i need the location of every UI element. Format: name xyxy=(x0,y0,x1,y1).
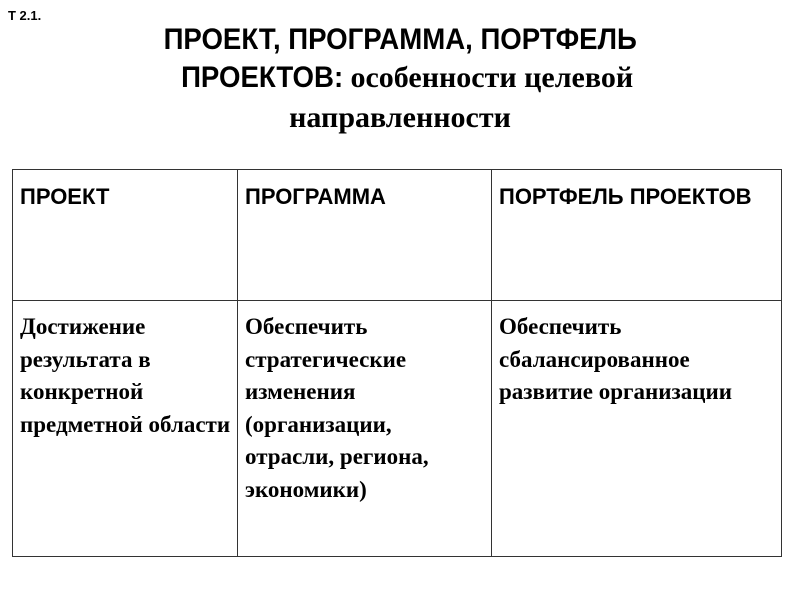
slide-title xyxy=(0,22,800,136)
cell-portfolio-goal: Обеспечить сбалансированное развитие организации xyxy=(492,301,782,557)
comparison-table xyxy=(12,169,782,557)
header-cell-portfolio: ПОРТФЕЛЬ ПРОЕКТОВ xyxy=(492,170,782,301)
cell-program-goal: Обеспечить стратегические изменения (организации, отрасли, региона, экономики) xyxy=(238,301,492,557)
header-cell-project: ПРОЕКТ xyxy=(13,170,238,301)
table-header-row xyxy=(13,170,782,301)
cell-project-goal: Достижение результата в конкретной предметной области xyxy=(13,301,238,557)
header-cell-program: ПРОГРАММА xyxy=(238,170,492,301)
title-line-1: ПРОЕКТ, ПРОГРАММА, ПОРТФЕЛЬ xyxy=(163,23,637,56)
title-line-3: направленности xyxy=(289,101,511,134)
slide-number-label: Т 2.1. xyxy=(8,8,42,23)
title-line-2 xyxy=(0,60,800,96)
title-line-2-caps: ПРОЕКТОВ: xyxy=(180,61,343,94)
table-row xyxy=(13,301,782,557)
title-line-2-rest: особенности целевой xyxy=(342,61,634,94)
